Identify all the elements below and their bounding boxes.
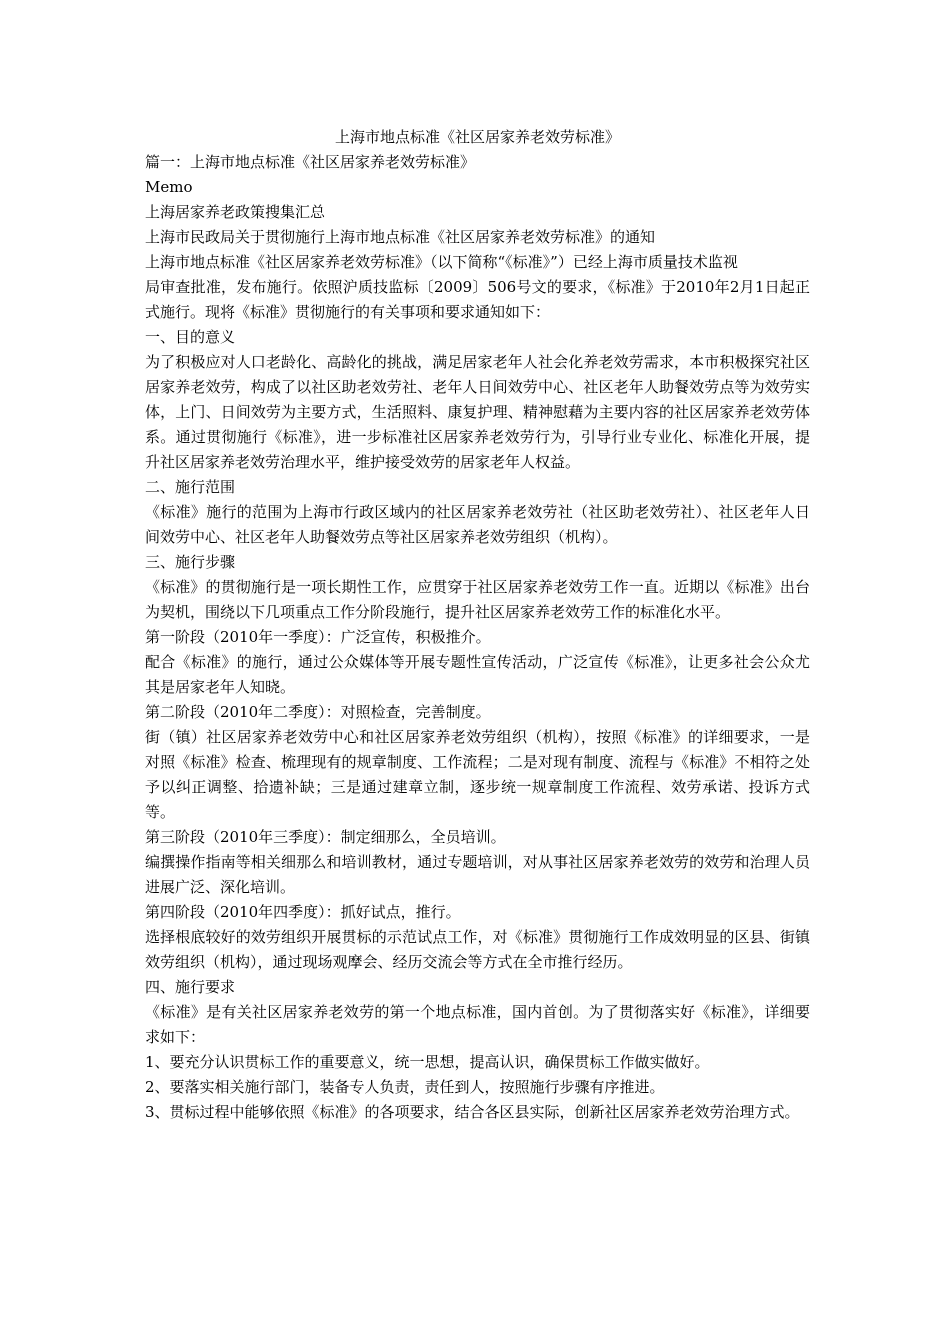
paragraph: 街（镇）社区居家养老效劳中心和社区居家养老效劳组织（机构），按照《标准》的详细要求，一是对照《标准》检查、梳理现有的规章制度、工作流程；二是对现有制度、流程与《标准》不相符之处予以纠正调整、拾遗补缺；三是通过建章立制，逐步统一规章制度工作流程、效劳承诺、投诉方式等。 <box>145 728 810 821</box>
paragraph: 第四阶段（2010年四季度）：抓好试点，推行。 <box>145 903 461 921</box>
document-title: 上海市地点标准《社区居家养老效劳标准》 <box>334 128 620 146</box>
paragraph: 第一阶段（2010年一季度）：广泛宣传，积极推介。 <box>145 628 491 646</box>
paragraph: 选择根底较好的效劳组织开展贯标的示范试点工作，对《标准》贯彻施行工作成效明显的区县、街镇效劳组织（机构），通过现场观摩会、经历交流会等方式在全市推行经历。 <box>145 928 810 971</box>
paragraph: 二、施行范围 <box>145 478 236 496</box>
paragraph: 《标准》的贯彻施行是一项长期性工作，应贯穿于社区居家养老效劳工作一直。近期以《标准》出台为契机，围绕以下几项重点工作分阶段施行，提升社区居家养老效劳工作的标准化水平。 <box>145 578 810 621</box>
document-body <box>145 150 810 1125</box>
paragraph: 局审查批准，发布施行。依照沪质技监标〔2009〕506号文的要求，《标准》于2010年2月1日起正式施行。现将《标准》贯彻施行的有关事项和要求通知如下： <box>145 278 810 321</box>
paragraph: 2、要落实相关施行部门，装备专人负责，责任到人，按照施行步骤有序推进。 <box>145 1078 665 1096</box>
paragraph: 一、目的意义 <box>145 328 236 346</box>
paragraph: 为了积极应对人口老龄化、高龄化的挑战，满足居家老年人社会化养老效劳需求，本市积极探究社区居家养老效劳，构成了以社区助老效劳社、老年人日间效劳中心、社区老年人助餐效劳点等为效劳实体，上门、日间效劳为主要方式，生活照料、康复护理、精神慰藉为主要内容的社区居家养老效劳体系。通过贯彻施行《标准》，进一步标准社区居家养老效劳行为，引导行业专业化、标准化开展，提升社区居家养老效劳治理水平，维护接受效劳的居家老年人权益。 <box>145 353 810 471</box>
paragraph: 四、施行要求 <box>145 978 236 996</box>
paragraph: 编撰操作指南等相关细那么和培训教材，通过专题培训，对从事社区居家养老效劳的效劳和治理人员进展广泛、深化培训。 <box>145 853 810 896</box>
paragraph: 上海市民政局关于贯彻施行上海市地点标准《社区居家养老效劳标准》的通知 <box>145 228 656 246</box>
paragraph: 配合《标准》的施行，通过公众媒体等开展专题性宣传活动，广泛宣传《标准》，让更多社会公众尤其是居家老年人知晓。 <box>145 653 810 696</box>
paragraph: 第三阶段（2010年三季度）：制定细那么，全员培训。 <box>145 828 506 846</box>
paragraph: 篇一：上海市地点标准《社区居家养老效劳标准》 <box>145 153 476 171</box>
paragraph: 3、贯标过程中能够依照《标准》的各项要求，结合各区县实际，创新社区居家养老效劳治理方式。 <box>145 1103 800 1121</box>
paragraph: 《标准》是有关社区居家养老效劳的第一个地点标准，国内首创。为了贯彻落实好《标准》，详细要求如下： <box>145 1003 810 1046</box>
paragraph: 上海居家养老政策搜集汇总 <box>145 203 326 221</box>
paragraph: 上海市地点标准《社区居家养老效劳标准》（以下简称“《标准》”）已经上海市质量技术监视 <box>145 253 738 271</box>
paragraph: 三、施行步骤 <box>145 553 236 571</box>
paragraph: 《标准》施行的范围为上海市行政区域内的社区居家养老效劳社（社区助老效劳社）、社区老年人日间效劳中心、社区老年人助餐效劳点等社区居家养老效劳组织（机构）。 <box>145 503 810 546</box>
document-page <box>145 124 810 1125</box>
paragraph: 1、要充分认识贯标工作的重要意义，统一思想，提高认识，确保贯标工作做实做好。 <box>145 1053 710 1071</box>
paragraph: Memo <box>145 178 193 196</box>
paragraph: 第二阶段（2010年二季度）：对照检查，完善制度。 <box>145 703 491 721</box>
